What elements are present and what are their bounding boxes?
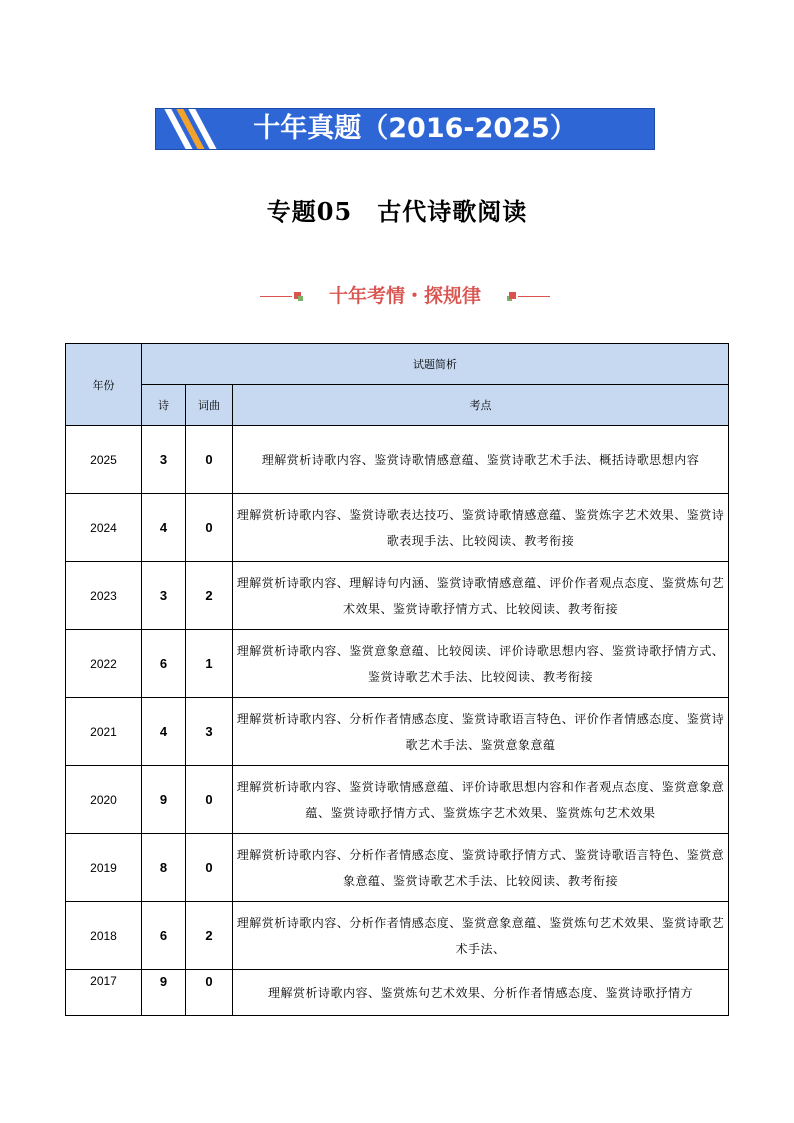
page-subtitle: 专题05 古代诗歌阅读 <box>266 197 528 226</box>
ci-count-cell: 2 <box>186 562 233 630</box>
exam-points-cell: 理解赏析诗歌内容、鉴赏诗歌表达技巧、鉴赏诗歌情感意蕴、鉴赏炼字艺术效果、鉴赏诗歌表现手法、比较阅读、教考衔接 <box>233 494 729 562</box>
exam-points-cell: 理解赏析诗歌内容、分析作者情感态度、鉴赏诗歌抒情方式、鉴赏诗歌语言特色、鉴赏意象意蕴、鉴赏诗歌艺术手法、比较阅读、教考衔接 <box>233 834 729 902</box>
table-header-row <box>66 344 729 385</box>
table-row <box>66 834 729 902</box>
year-cell: 2020 <box>66 766 142 834</box>
exam-points-cell: 理解赏析诗歌内容、鉴赏炼句艺术效果、分析作者情感态度、鉴赏诗歌抒情方 <box>233 970 729 1016</box>
exam-points-cell: 理解赏析诗歌内容、鉴赏诗歌情感意蕴、鉴赏诗歌艺术手法、概括诗歌思想内容 <box>233 426 729 494</box>
banner-title: 十年真题（2016-2025） <box>253 113 577 144</box>
poem-count-cell: 6 <box>142 630 186 698</box>
ci-count-cell: 0 <box>186 834 233 902</box>
section-title: 十年考情・探规律 <box>328 285 481 307</box>
year-cell: 2017 <box>66 970 142 1016</box>
title-banner <box>155 108 655 150</box>
section-heading <box>260 280 550 312</box>
year-cell: 2023 <box>66 562 142 630</box>
table-subheader-row <box>66 385 729 426</box>
year-cell: 2022 <box>66 630 142 698</box>
table-row <box>66 494 729 562</box>
year-cell: 2019 <box>66 834 142 902</box>
poem-count-cell: 6 <box>142 902 186 970</box>
table-body <box>66 426 729 1016</box>
ci-count-cell: 0 <box>186 426 233 494</box>
ci-count-cell: 2 <box>186 902 233 970</box>
year-cell: 2018 <box>66 902 142 970</box>
header-analysis: 试题简析 <box>142 344 729 385</box>
poem-count-cell: 8 <box>142 834 186 902</box>
year-cell: 2021 <box>66 698 142 766</box>
ci-count-cell: 0 <box>186 970 233 1016</box>
decorative-square-icon <box>509 292 516 299</box>
exam-points-cell: 理解赏析诗歌内容、分析作者情感态度、鉴赏诗歌语言特色、评价作者情感态度、鉴赏诗歌艺术手法、鉴赏意象意蕴 <box>233 698 729 766</box>
table-row <box>66 970 729 1016</box>
header-ci: 词曲 <box>186 385 233 426</box>
exam-points-cell: 理解赏析诗歌内容、鉴赏诗歌情感意蕴、评价诗歌思想内容和作者观点态度、鉴赏意象意蕴、鉴赏诗歌抒情方式、鉴赏炼字艺术效果、鉴赏炼句艺术效果 <box>233 766 729 834</box>
exam-points-cell: 理解赏析诗歌内容、鉴赏意象意蕴、比较阅读、评价诗歌思想内容、鉴赏诗歌抒情方式、鉴赏诗歌艺术手法、比较阅读、教考衔接 <box>233 630 729 698</box>
table-row <box>66 562 729 630</box>
exam-points-cell: 理解赏析诗歌内容、理解诗句内涵、鉴赏诗歌情感意蕴、评价作者观点态度、鉴赏炼句艺术效果、鉴赏诗歌抒情方式、比较阅读、教考衔接 <box>233 562 729 630</box>
ci-count-cell: 0 <box>186 766 233 834</box>
year-cell: 2024 <box>66 494 142 562</box>
poem-count-cell: 3 <box>142 426 186 494</box>
poem-count-cell: 9 <box>142 766 186 834</box>
decorative-line <box>518 296 550 297</box>
poem-count-cell: 3 <box>142 562 186 630</box>
exam-points-cell: 理解赏析诗歌内容、分析作者情感态度、鉴赏意象意蕴、鉴赏炼句艺术效果、鉴赏诗歌艺术手法、 <box>233 902 729 970</box>
header-poem: 诗 <box>142 385 186 426</box>
table-row <box>66 766 729 834</box>
ci-count-cell: 0 <box>186 494 233 562</box>
ci-count-cell: 1 <box>186 630 233 698</box>
year-cell: 2025 <box>66 426 142 494</box>
table-row <box>66 698 729 766</box>
poem-count-cell: 4 <box>142 494 186 562</box>
table-row <box>66 902 729 970</box>
poem-count-cell: 4 <box>142 698 186 766</box>
table-row <box>66 426 729 494</box>
header-year: 年份 <box>66 344 142 426</box>
ci-count-cell: 3 <box>186 698 233 766</box>
header-points: 考点 <box>233 385 729 426</box>
poem-count-cell: 9 <box>142 970 186 1016</box>
exam-analysis-table <box>65 343 729 1016</box>
table-row <box>66 630 729 698</box>
